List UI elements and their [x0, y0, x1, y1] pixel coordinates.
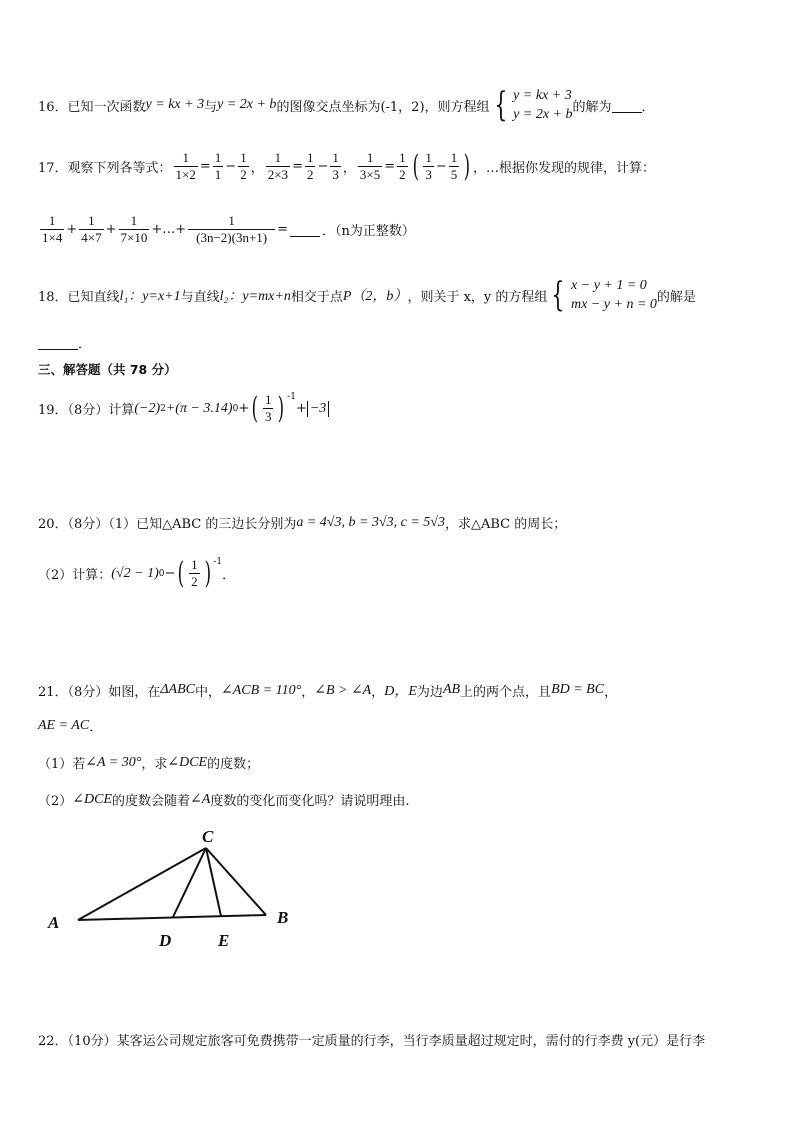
fraction: 1 1×4	[42, 213, 63, 245]
fraction: $\frac{1}{2}$	[306, 150, 314, 182]
point-p: P（2，b）	[342, 289, 408, 304]
fraction: $\frac{1}{7\times 10}$	[120, 213, 148, 245]
q20-part-2-label: （2）计算：	[38, 568, 112, 583]
q18-blank-line: ．	[38, 333, 91, 352]
q17-text: …根据你发现的规律，计算：	[486, 161, 656, 176]
answer-blank	[290, 222, 320, 237]
q16-eq2: y = 2x + b	[513, 107, 573, 122]
q16-text: 与	[204, 99, 218, 115]
fraction: 1 2	[191, 557, 198, 589]
q17-note: ．（n为正整数）	[322, 224, 415, 239]
q18-text-3: ，则关于 x，y 的方程组	[407, 289, 548, 305]
q18-eq1: x − y + 1 = 0	[571, 278, 647, 293]
bd-eq-bc: BD = BC	[551, 682, 605, 697]
fraction: $\frac{1}{1\times 2}$	[175, 150, 196, 182]
q17-number: 17．观察下列各等式：	[38, 161, 172, 176]
q16-tail: 的解为	[572, 99, 612, 115]
fraction: $\frac{1}{3\times 5}$	[359, 150, 381, 182]
line-l1: l₁：y=x+1	[119, 289, 181, 304]
answer-blank	[612, 98, 642, 113]
triangle-figure	[40, 820, 310, 960]
q16-formula-2: y = 2x + b	[217, 97, 277, 112]
q18-text: 与直线	[180, 289, 220, 305]
label-e: E	[218, 931, 230, 950]
q18-eq2: mx − y + n = 0	[571, 297, 657, 312]
question-18	[38, 276, 696, 314]
angle-acb: ∠ACB = 110°	[221, 682, 302, 698]
question-22: 22．（10分）某客运公司规定旅客可免费携带一定质量的行李，当行李质量超过规定时，需付的行李费 y(元）是行李	[38, 1034, 706, 1049]
absolute-value: −3	[307, 401, 329, 417]
triangle-abc: ΔABC	[160, 682, 195, 697]
label-c: C	[202, 827, 214, 846]
angle-compare: ∠B > ∠A	[314, 682, 372, 698]
fraction: $\frac{1}{(3n-2)(3n+1)}$	[188, 213, 275, 246]
ellipsis: +…+	[151, 222, 187, 237]
q21-line-2: AE = AC ．	[38, 717, 103, 735]
q16-text-2: 的图像交点坐标为(-1，2)，则方程组	[276, 99, 490, 115]
section-heading: 三、解答题（共 78 分）	[38, 362, 177, 377]
question-21: 21．（8分）如图，在 ΔABC 中， ∠ACB = 110° ， ∠B > ∠A ， D，E 为边 AB 上的两个点，且 BD = BC ，	[38, 682, 618, 700]
brace-icon: {	[493, 85, 507, 125]
angle-a: ∠A	[190, 792, 211, 807]
fraction: $\frac{1}{5}$	[450, 150, 458, 182]
points-de: D，E	[384, 684, 417, 699]
q18-system	[571, 276, 657, 314]
question-17: 17．观察下列各等式： $\frac{1}{1\times 2}$ = $\frac{1}{1}$ − $\frac{1}{2}$ ， $\frac{1}{2\times 3}$ = $\frac{1}{2}$ − $\frac{1}{3}$ ， $\frac{1}{3\times 5}$ = $\frac{1}{2}$ ( 1 3 − $\frac{1}{5}$ ) ， …根据你发现的规律，计算：	[38, 148, 656, 184]
q16-formula-1: y = kx + 3	[145, 97, 205, 112]
q20-part-2: （2）计算： (√2 − 1) 0 − ( 1 2 ) $^{-1}$ ．	[38, 555, 236, 591]
fraction: $\frac{1}{2\times 3}$	[267, 150, 289, 182]
question-20	[38, 513, 566, 532]
q17-sum: 1 1×4 + $\frac{1}{4\times 7}$ + $\frac{1}{7\times 10}$ +…+ $\frac{1}{(3n-2)(3n+1)}$ = ．（n为正整数）	[42, 213, 415, 245]
q21-sub-1: （1）若 ∠A = 30° ，求 ∠DCE 的度数；	[38, 755, 260, 772]
q18-tail: 的解是	[656, 289, 696, 305]
angle-dce-2: ∠DCE	[72, 792, 113, 807]
q19-number: 19．（8分）计算	[38, 403, 135, 418]
q20-sides: a = 4√3, b = 3√3, c = 5√3	[296, 514, 445, 530]
segment-ab	[78, 915, 266, 920]
q20-expr: (√2 − 1)	[111, 565, 159, 581]
segment-ce	[206, 848, 221, 916]
label-a: A	[48, 913, 60, 932]
segment-cb	[206, 848, 266, 915]
ae-eq-ac: AE = AC	[38, 717, 90, 733]
fraction: $\frac{1}{4\times 7}$	[81, 213, 102, 245]
fraction: $\frac{1}{2}$	[399, 150, 406, 182]
q20-part-1: 20．（8分）（1）已知△ABC 的三边长分别为	[38, 517, 297, 532]
q18-text-2: 相交于点	[290, 289, 343, 305]
label-d: D	[159, 931, 172, 950]
line-l2: l₂：y=mx+n	[219, 289, 291, 304]
fraction: $\frac{1}{1}$	[214, 150, 222, 182]
fraction: $\frac{1}{2}$	[240, 150, 247, 182]
label-b: B	[277, 908, 289, 927]
q18-number: 18．已知直线	[38, 289, 120, 305]
fraction: 1 3	[425, 150, 432, 182]
q19-term-1: (−2)	[134, 400, 161, 416]
segment-ac	[78, 848, 206, 920]
q20-part-1-tail: ，求△ABC 的周长；	[444, 517, 567, 532]
fraction: $\frac{1}{3}$	[332, 150, 339, 182]
q21-sub-2: （2） ∠DCE 的度数会随着 ∠A 度数的变化而变化吗？请说明理由.	[38, 792, 410, 809]
question-19: 19．（8分）计算 (−2) 2 +(π − 3.14) 0 + ( 1 3 ) $^{-1}$ + −3	[38, 392, 329, 425]
q16-system	[513, 86, 572, 124]
q19-term-2: +(π − 3.14)	[165, 400, 233, 416]
angle-dce: ∠DCE	[167, 755, 208, 770]
fraction: 1 3	[264, 392, 272, 424]
angle-a-30: ∠A = 30°	[85, 755, 142, 770]
brace-icon: {	[551, 275, 565, 315]
q16-eq1: y = kx + 3	[513, 88, 572, 103]
side-ab: AB	[442, 682, 461, 697]
answer-blank	[38, 335, 78, 350]
question-16: 16．已知一次函数 y = kx + 3 与 y = 2x + b 的图像交点坐标为(-1，2)，则方程组 { y = kx + 3 y = 2x + b 的解为 ．	[38, 85, 655, 125]
q16-number: 16．已知一次函数	[38, 99, 146, 115]
